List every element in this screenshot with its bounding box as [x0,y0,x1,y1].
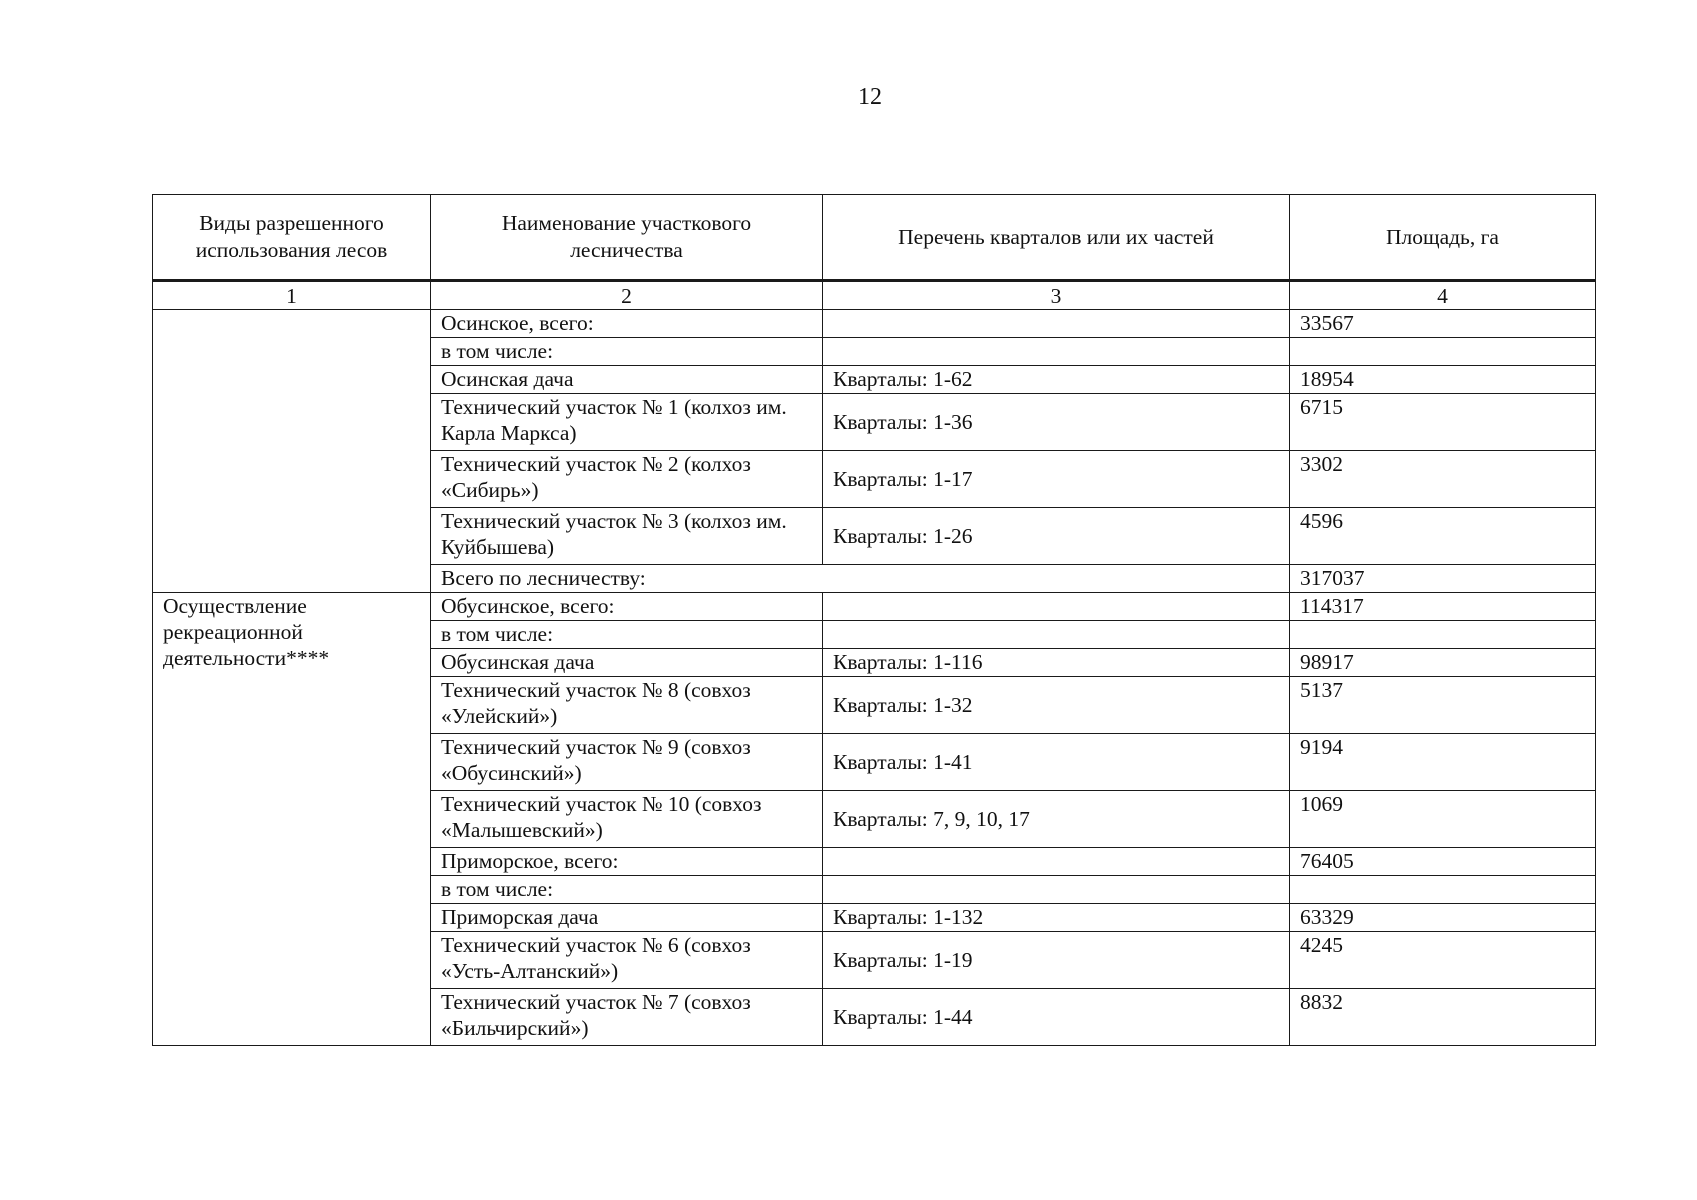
area-cell: 9194 [1290,734,1596,791]
table-row [153,593,1596,621]
quarters-cell: Кварталы: 1-132 [823,904,1290,932]
area-cell: 33567 [1290,310,1596,338]
forestry-name-cell: Технический участок № 6 (совхоз «Усть-Алтанский») [431,932,823,989]
quarters-cell: Кварталы: 1-62 [823,366,1290,394]
quarters-cell [823,310,1290,338]
forestry-name-cell: в том числе: [431,876,823,904]
forestry-name-cell: в том числе: [431,621,823,649]
area-cell: 3302 [1290,451,1596,508]
forestry-name-cell: Технический участок № 7 (совхоз «Бильчирский») [431,989,823,1046]
area-cell: 5137 [1290,677,1596,734]
area-cell: 1069 [1290,791,1596,848]
column-number: 3 [823,281,1290,310]
total-area-cell: 317037 [1290,565,1596,593]
column-number-row [153,281,1596,310]
forestry-name-cell: Технический участок № 9 (совхоз «Обусинский») [431,734,823,791]
area-cell: 98917 [1290,649,1596,677]
quarters-cell: Кварталы: 1-44 [823,989,1290,1046]
forestry-name-cell: в том числе: [431,338,823,366]
forestry-name-cell: Технический участок № 1 (колхоз им. Карла Маркса) [431,394,823,451]
page-number: 12 [858,84,882,110]
forestry-name-cell: Приморская дача [431,904,823,932]
forestry-name-cell: Обусинское, всего: [431,593,823,621]
column-number: 2 [431,281,823,310]
column-header-area: Площадь, га [1290,195,1596,281]
area-cell: 6715 [1290,394,1596,451]
quarters-cell [823,338,1290,366]
table-body [153,310,1596,1046]
area-cell [1290,621,1596,649]
area-cell [1290,876,1596,904]
table-row [153,310,1596,338]
quarters-cell: Кварталы: 1-36 [823,394,1290,451]
area-cell [1290,338,1596,366]
column-header-usage-type: Виды разрешенного использования лесов [153,195,431,281]
quarters-cell: Кварталы: 1-32 [823,677,1290,734]
quarters-cell: Кварталы: 1-41 [823,734,1290,791]
table-header-row [153,195,1596,281]
total-label-cell: Всего по лесничеству: [431,565,1290,593]
column-number: 4 [1290,281,1596,310]
quarters-cell: Кварталы: 1-26 [823,508,1290,565]
forestry-name-cell: Осинское, всего: [431,310,823,338]
quarters-cell: Кварталы: 1-17 [823,451,1290,508]
forestry-name-cell: Технический участок № 10 (совхоз «Малышевский») [431,791,823,848]
quarters-cell: Кварталы: 1-116 [823,649,1290,677]
area-cell: 18954 [1290,366,1596,394]
quarters-cell: Кварталы: 7, 9, 10, 17 [823,791,1290,848]
forestry-name-cell: Технический участок № 8 (совхоз «Улейский») [431,677,823,734]
forestry-name-cell: Осинская дача [431,366,823,394]
forest-use-table [152,194,1596,1046]
quarters-cell [823,593,1290,621]
column-number: 1 [153,281,431,310]
area-cell: 8832 [1290,989,1596,1046]
usage-type-cell: Осуществление рекреационной деятельности**** [153,593,431,1046]
area-cell: 4596 [1290,508,1596,565]
forestry-name-cell: Технический участок № 3 (колхоз им. Куйбышева) [431,508,823,565]
usage-type-cell [153,310,431,593]
area-cell: 63329 [1290,904,1596,932]
area-cell: 76405 [1290,848,1596,876]
quarters-cell: Кварталы: 1-19 [823,932,1290,989]
quarters-cell [823,621,1290,649]
forestry-name-cell: Обусинская дача [431,649,823,677]
column-header-forestry-name: Наименование участкового лесничества [431,195,823,281]
area-cell: 4245 [1290,932,1596,989]
column-header-quarters: Перечень кварталов или их частей [823,195,1290,281]
area-cell: 114317 [1290,593,1596,621]
forestry-name-cell: Приморское, всего: [431,848,823,876]
quarters-cell [823,876,1290,904]
quarters-cell [823,848,1290,876]
forestry-name-cell: Технический участок № 2 (колхоз «Сибирь») [431,451,823,508]
